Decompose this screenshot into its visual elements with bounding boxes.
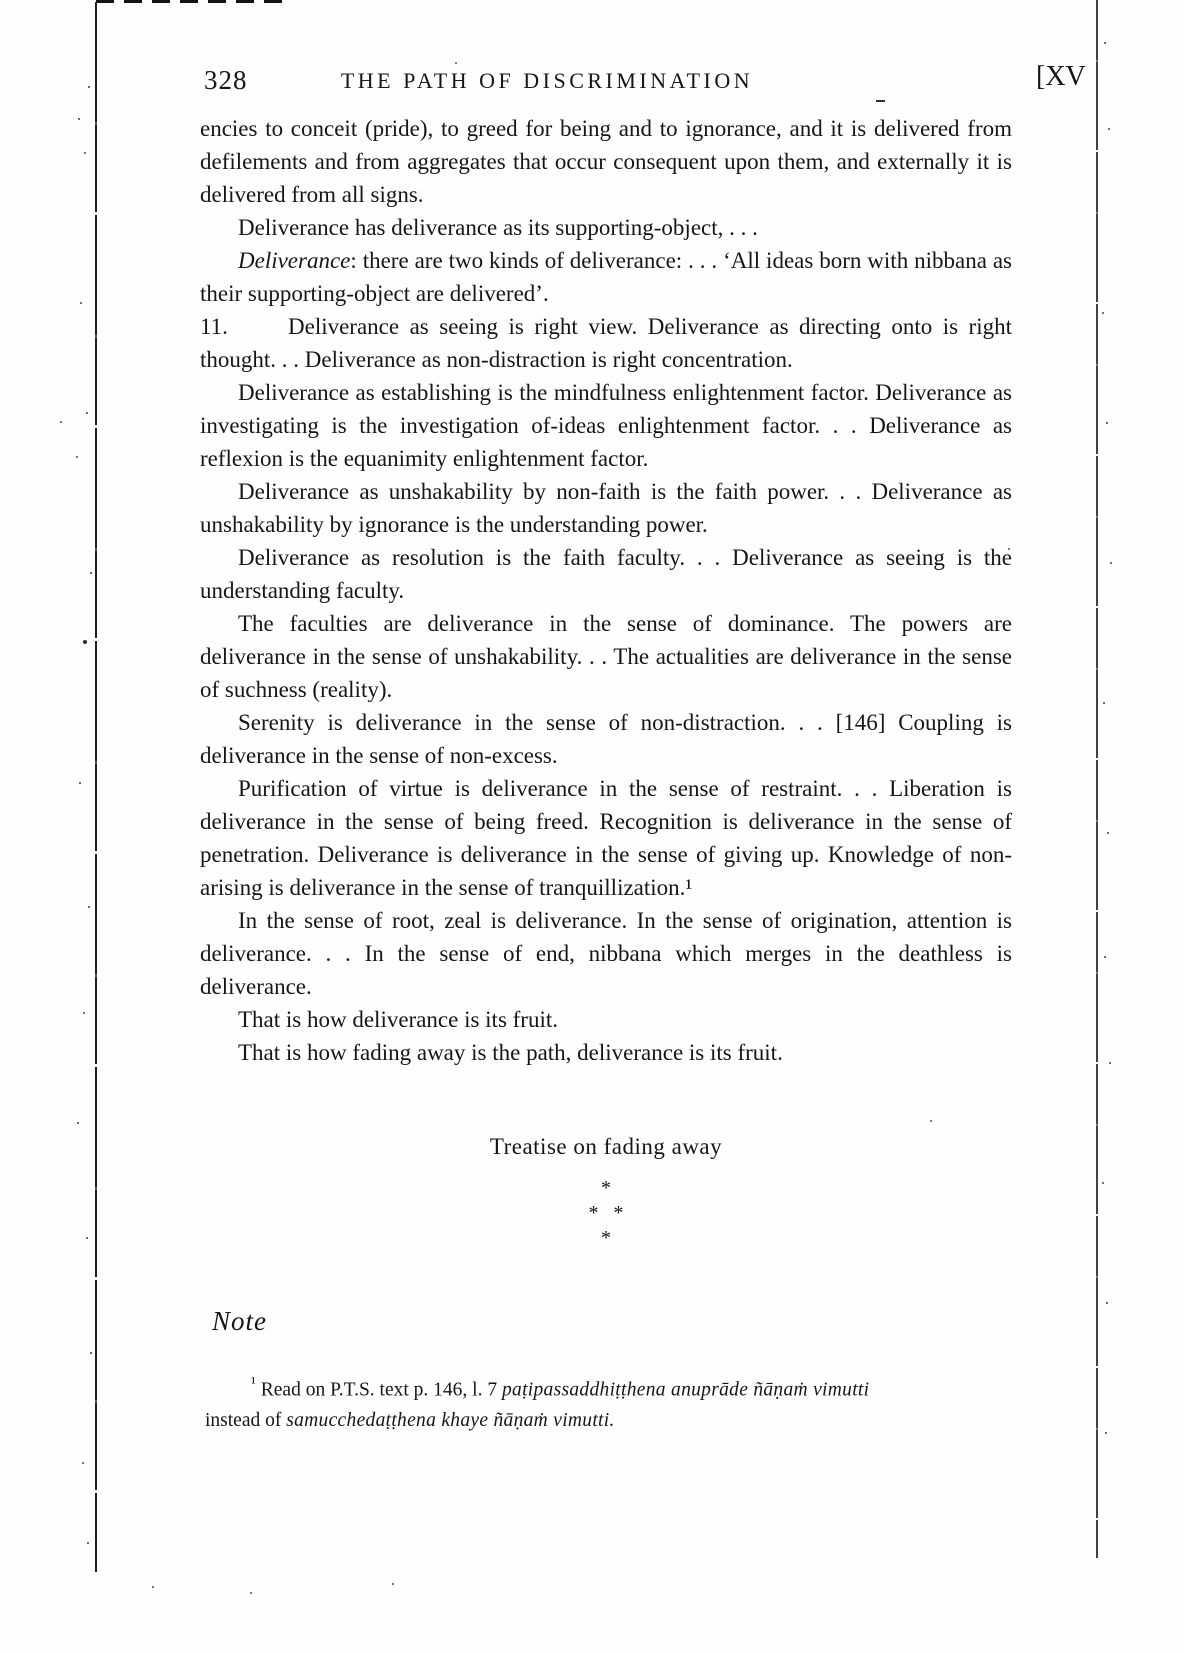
asterisk-row: * (601, 1227, 611, 1249)
footnote (205, 1368, 1023, 1436)
paragraph: Deliverance as establishing is the mindfulness enlightenment factor. Deliverance as investigating is the investigation of-ideas enlightenment factor. . . Deliverance as reflexion is the equanimity enlightenment factor. (200, 380, 1012, 471)
paragraph: Serenity is deliverance in the sense of non-distraction. . . [146] Coupling is deliverance in the sense of non-excess. (200, 710, 1012, 768)
pali-phrase: samucchedaṭṭhena khaye ñāṇaṁ vimutti. (286, 1409, 615, 1431)
running-title: THE PATH OF DISCRIMINATION (340, 68, 754, 93)
treatise-title: Treatise on fading away (489, 1134, 723, 1159)
note-heading: Note (212, 1306, 267, 1336)
italic-lead: Deliverance (238, 248, 351, 273)
paragraph: The faculties are deliverance in the sense of dominance. The powers are deliverance in the sense of unshakability. . . The actualities are deliverance in the sense of suchness (reality). (200, 611, 1012, 702)
asterisk-row: * (601, 1177, 611, 1199)
footnote-text: $^{^1}$ Read on P.T.S. text p. 146, l. 7 paṭipassaddhiṭṭhena anuprāde ñāṇaṁ vimutti instead of samucchedaṭṭhena khaye ñāṇaṁ vimutti. (205, 1374, 870, 1431)
paragraph: Deliverance as resolution is the faith faculty. . . Deliverance as seeing is the understanding faculty. (200, 545, 1012, 603)
paragraph: Deliverance: there are two kinds of deliverance: . . . ‘All ideas born with nibbana as their supporting-object are delivered’. (200, 248, 1012, 306)
paragraph: encies to conceit (pride), to greed for being and to ignorance, and it is delivered from defilements and from aggregates that occur consequent upon them, and externally it is delivered from all signs. (200, 116, 1012, 207)
paragraph: In the sense of root, zeal is deliverance. In the sense of origination, attention is deliverance. . . In the sense of end, nibbana which merges in the deathless is deliverance. (200, 908, 1012, 999)
scan-artifact-top-dashes (96, 0, 291, 3)
page-number: 328 (204, 65, 248, 95)
scan-artifact-left-line (95, 2, 97, 1572)
paragraph: 11. Deliverance as seeing is right view. Deliverance as directing onto is right thought. . . Deliverance as non-distraction is right concentration. (200, 310, 1012, 376)
paragraph: That is how fading away is the path, deliverance is its fruit. (238, 1040, 783, 1065)
paragraph: That is how deliverance is its fruit. (238, 1007, 559, 1032)
paragraph: Deliverance as unshakability by non-faith is the faith power. . . Deliverance as unshakability by ignorance is the understanding power. (200, 479, 1012, 537)
scan-artifact-right-line (1096, 0, 1098, 1558)
body-text (200, 112, 1012, 1069)
paragraph-number: 11. (200, 314, 228, 339)
chapter-marker: [XV (1036, 61, 1086, 92)
asterisk-divider (200, 1176, 1012, 1251)
asterisk-row: * * (588, 1202, 624, 1224)
paragraph: Deliverance has deliverance as its supporting-object, . . . (238, 215, 758, 240)
paragraph: Purification of virtue is deliverance in the sense of restraint. . . Liberation is deliverance in the sense of being freed. Recognition is deliverance in the sense of penetration. Deliverance is deliverance in the sense of giving up. Knowledge of non-arising is deliverance in the sense of tranquillization.¹ (200, 776, 1012, 900)
footnote-marker: ¹ (251, 1374, 256, 1392)
page-header (0, 60, 1184, 104)
pali-phrase: paṭipassaddhiṭṭhena anuprāde ñāṇaṁ vimutti (501, 1379, 870, 1401)
scan-artifact-specks (0, 0, 2, 2)
